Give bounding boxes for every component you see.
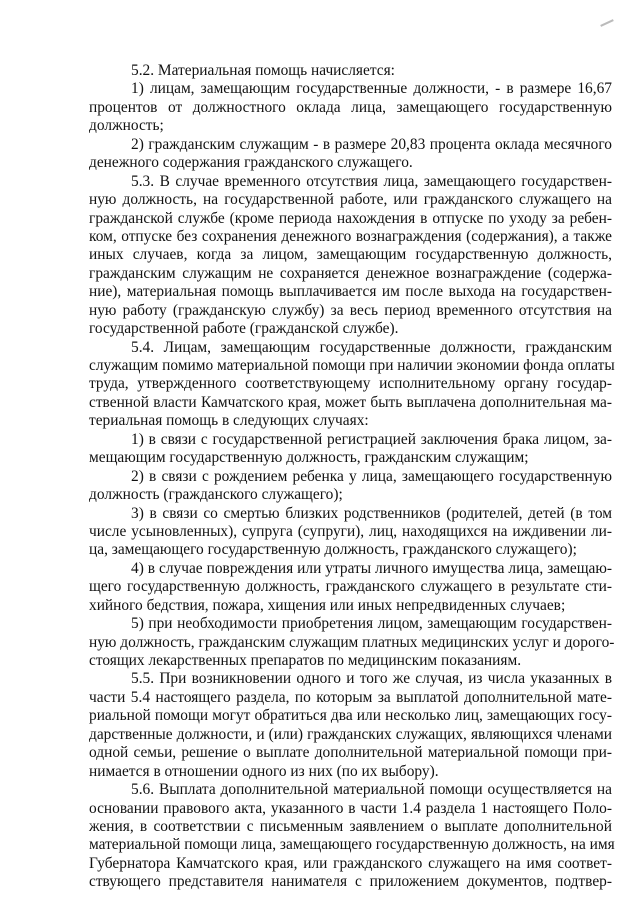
text-line: одной семьи, решение о выплате дополнительной материальной помощи при- [89,744,612,762]
text-line: ную должность, гражданским служащим платных медицинских услуг и дорого- [89,633,615,651]
text-line: 5.3. В случае временного отсутствия лица, замещающего государствен- [131,172,612,190]
text-line: 5.4. Лицам, замещающим государственные должности, гражданским [131,338,612,356]
text-line: риальной помощи могут обратиться два или несколько лиц, замещающих госу- [89,707,612,725]
text-line: гражданским служащим не сохраняется денежное вознаграждение (содержа- [89,264,612,282]
text-line: ственной власти Камчатского края, может быть выплачена дополнительная ма- [89,393,612,411]
document-page [89,62,615,892]
text-line: щего государственную должность, гражданского служащего в результате сти- [89,578,612,596]
text-line: териальная помощь в следующих случаях: [89,412,369,430]
text-line: труда, утвержденного соответствующему исполнительному органу государ- [89,375,612,393]
text-line: 1) в связи с государственной регистрацией заключения брака лицом, за- [131,430,612,448]
text-line: стоящих лекарственных препаратов по медицинским показаниям. [89,652,522,669]
text-line: числе усыновленных), супруга (супруги), лиц, находящихся на иждивении ли- [89,522,612,540]
text-line: основании правового акта, указанного в части 1.4 раздела 1 настоящего Поло- [89,799,612,817]
text-line: Губернатора Камчатского края, или гражданского служащего на имя соответ- [89,854,612,872]
text-line: дарственные должности, и (или) гражданских служащих, являющихся членами [89,725,612,743]
text-line: 2) гражданским служащим - в размере 20,83 процента оклада месячного [131,135,612,153]
text-line: 3) в связи со смертью близких родственников (родителей, детей (в том [131,504,612,522]
text-line: ствующего представителя нанимателя с приложением документов, подтвер- [89,873,612,891]
text-line: 1) лицам, замещающим государственные должности, - в размере 16,67 [131,80,612,98]
text-line: 5) при необходимости приобретения лицом, замещающим государствен- [131,615,612,633]
text-line: ную должность, на государственной работе, или гражданского служащего на [89,191,612,209]
text-line: 5.2. Материальная помощь начисляется: [131,62,395,79]
text-line: 5.5. При возникновении одного и того же случая, из числа указанных в [131,670,612,688]
text-line: гражданской службе (кроме периода нахождения в отпуске по уходу за ребен- [89,209,612,227]
text-line: процентов от должностного оклада лица, замещающего государственную [89,98,612,116]
text-line: денежного содержания гражданского служащего. [89,154,413,172]
text-line: ние), материальная помощь выплачивается им после выхода на государствен- [89,283,612,301]
scan-mark [600,19,614,27]
text-line: 4) в случае повреждения или утраты личного имущества лица, замещаю- [131,559,612,577]
text-line: 2) в связи с рождением ребенка у лица, замещающего государственную [131,467,612,485]
text-line: нимается в отношении одного из них (по их выбору). [89,762,439,780]
text-line: жения, в соответствии с письменным заявлением о выплате дополнительной [89,817,612,835]
text-line: мещающим государственную должность, гражданским служащим; [89,449,529,467]
text-line: ком, отпуске без сохранения денежного вознаграждения (содержания), а также [89,227,612,245]
text-line: служащим помимо материальной помощи при наличии экономии фонда оплаты [89,357,615,374]
text-line: иных случаев, когда за лицом, замещающим государственную должность, [89,246,612,264]
text-line: государственной работе (гражданской службе). [89,320,399,338]
text-line: должность (гражданского служащего); [89,486,343,504]
text-line: должность; [89,117,164,135]
text-line: материальной помощи лица, замещающего государственную должность, на имя [89,836,615,854]
text-line: хийного бедствия, пожара, хищения или иных непредвиденных случаев; [89,596,566,614]
text-line: 5.6. Выплата дополнительной материальной помощи осуществляется на [131,781,612,799]
text-line: ную работу (гражданскую службу) за весь период временного отсутствия на [89,301,612,319]
text-line: части 5.4 настоящего раздела, по которым за выплатой дополнительной мате- [89,688,612,706]
text-line: ца, замещающего государственную должность, гражданского служащего); [89,541,577,559]
